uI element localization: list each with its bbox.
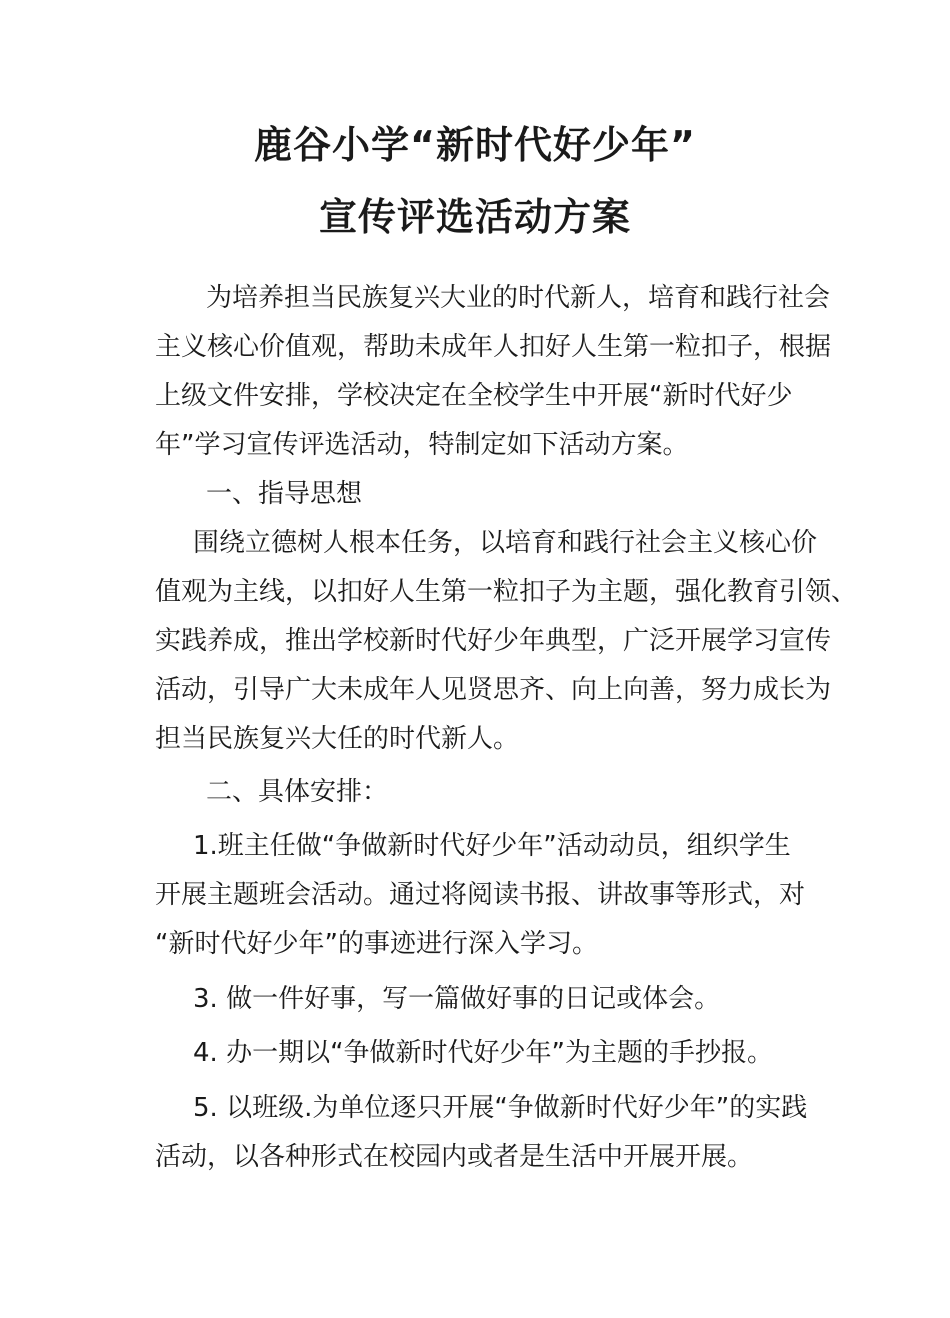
item3-line: 3. 做一件好事，写一篇做好事的日记或体会。 [193,984,721,1014]
item1-line: 开展主题班会活动。通过将阅读书报、讲故事等形式，对 [155,880,806,910]
item4-line: 4. 办一期以“争做新时代好少年”为主题的手抄报。 [193,1038,774,1068]
section1-line: 实践养成，推出学校新时代好少年典型，广泛开展学习宣传 [155,626,832,656]
intro-line: 年”学习宣传评选活动，特制定如下活动方案。 [155,430,689,460]
item1-line: “新时代好少年”的事迹进行深入学习。 [155,929,598,959]
item5-line: 5. 以班级.为单位逐只开展“争做新时代好少年”的实践 [193,1093,808,1123]
section-heading-guiding-thought: 一、指导思想 [206,479,363,509]
intro-line: 主义核心价值观，帮助未成年人扣好人生第一粒扣子，根据 [155,332,832,362]
section-heading-arrangements: 二、具体安排： [206,777,389,807]
section1-line: 担当民族复兴大任的时代新人。 [155,724,520,754]
section1-line: 活动，引导广大未成年人见贤思齐、向上向善，努力成长为 [155,675,832,705]
item5-line: 活动，以各种形式在校园内或者是生活中开展开展。 [155,1142,754,1172]
section1-line: 围绕立德树人根本任务，以培育和践行社会主义核心价 [193,528,818,558]
intro-line: 上级文件安排，学校决定在全校学生中开展“新时代好少 [155,381,793,411]
item1-line: 1.班主任做“争做新时代好少年”活动动员，组织学生 [193,831,791,861]
title-line-2: 宣传评选活动方案 [318,195,631,239]
intro-line: 为培养担当民族复兴大业的时代新人，培育和践行社会 [206,283,831,313]
title-line-1: 鹿谷小学“新时代好少年” [254,123,696,167]
section1-line: 值观为主线，以扣好人生第一粒扣子为主题，强化教育引领、 [155,577,858,607]
